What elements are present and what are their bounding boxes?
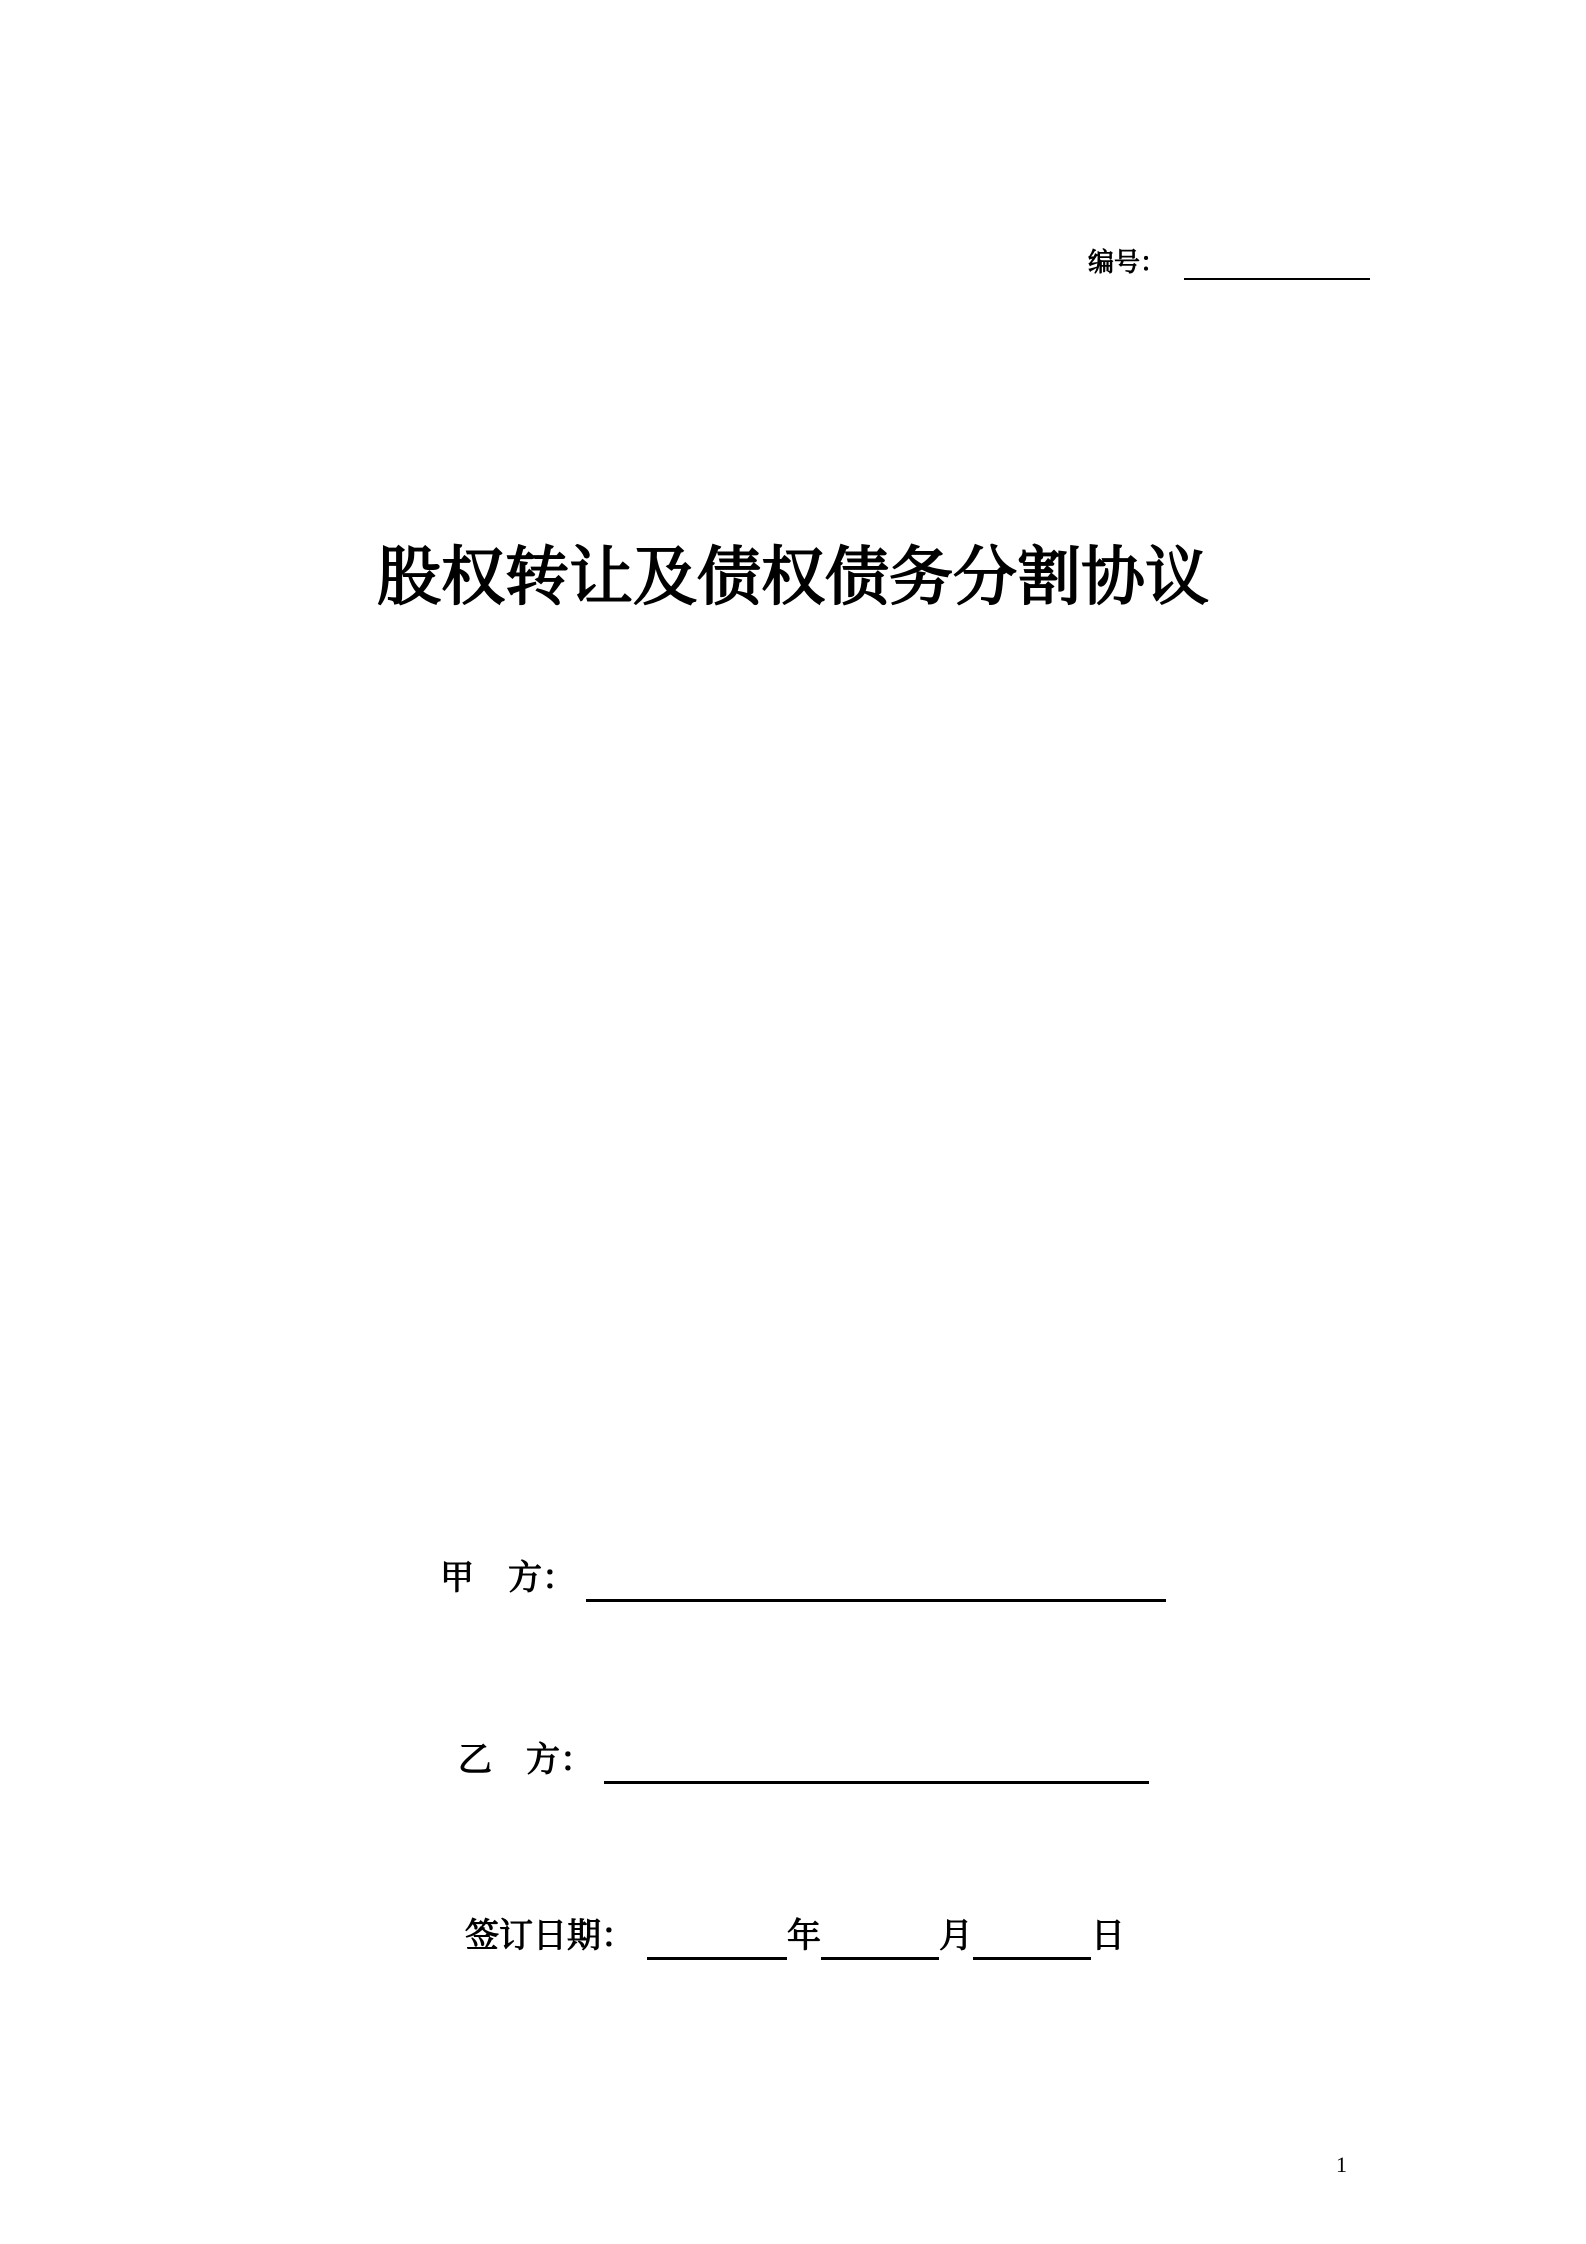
page-number: 1 [1336, 2152, 1347, 2177]
document-number-row [1088, 246, 1370, 280]
party-b-label: 乙 方： [458, 1740, 594, 1780]
party-a-label: 甲 方： [440, 1558, 576, 1598]
signing-month-unit: 月 [939, 1916, 973, 1956]
signing-year-blank[interactable] [647, 1917, 787, 1960]
signing-date-row [465, 1912, 1125, 1960]
party-b-row [458, 1736, 1149, 1784]
party-b-blank[interactable] [604, 1741, 1149, 1784]
signing-date-label: 签订日期： [465, 1916, 635, 1956]
document-title: 股权转让及债权债务分割协议 [377, 541, 1209, 615]
document-number-blank[interactable] [1184, 246, 1370, 280]
signing-day-unit: 日 [1091, 1916, 1125, 1956]
signing-day-blank[interactable] [973, 1917, 1091, 1960]
party-a-blank[interactable] [586, 1559, 1166, 1602]
signing-year-unit: 年 [787, 1916, 821, 1956]
party-a-row [440, 1554, 1166, 1602]
document-number-label: 编号： [1088, 248, 1167, 278]
signing-month-blank[interactable] [821, 1917, 939, 1960]
